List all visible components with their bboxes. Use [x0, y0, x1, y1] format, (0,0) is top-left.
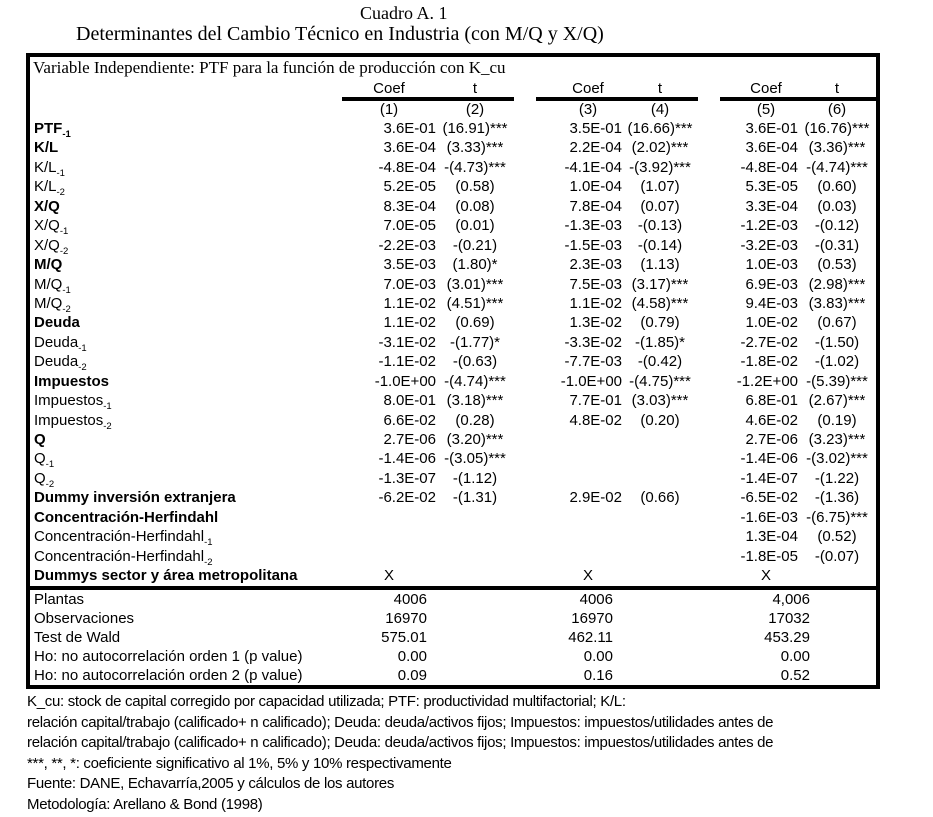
coef-cell: 2.7E-06	[745, 431, 798, 448]
table-row	[30, 352, 876, 374]
coef-cell	[554, 430, 622, 449]
coef-cell: 4.8E-02	[569, 411, 622, 429]
t-cell: -(0.14)	[637, 236, 683, 254]
table-row	[30, 313, 876, 332]
coef-cell: 2.2E-04	[569, 139, 622, 157]
summary-row	[30, 609, 876, 628]
t-cell: -(3.92)***	[629, 158, 691, 176]
coef-cell: 8.3E-04	[383, 197, 436, 215]
coef-cell: 2.7E-06	[383, 431, 436, 448]
row-label: $PTF_{-1}$	[34, 120, 71, 140]
t-cell: (0.07)	[640, 197, 680, 215]
table-row	[30, 508, 876, 527]
row-label: $Q_{-2}$	[34, 469, 55, 490]
row-label: Deuda	[34, 314, 80, 332]
t-cell: (0.60)	[817, 178, 857, 196]
coef-cell: 3.3E-04	[745, 197, 798, 215]
column-number-row	[30, 101, 876, 119]
coef-cell: 3.6E-01	[383, 120, 436, 137]
t-cell: (16.66)***	[627, 120, 693, 137]
t-cell: (2.98)***	[808, 275, 866, 293]
coef-cell: -1.3E-07	[378, 469, 436, 487]
coef-cell: 1.1E-02	[383, 314, 436, 332]
footnote-line: relación capital/trabajo (calificado+ n calificado); Deuda: deuda/activos fijos; Impuestos: impuestos/utilidades antes de	[27, 734, 774, 751]
column-header-row	[30, 78, 876, 97]
column-number: (6)	[827, 101, 847, 118]
t-cell: (0.67)	[817, 314, 857, 332]
row-label: $K/L_{-1}$	[34, 158, 65, 179]
summary-value: 16970	[385, 609, 427, 627]
coef-cell: 1.1E-02	[383, 294, 436, 312]
table-row	[30, 236, 876, 255]
footnote-line: ***, **, *: coeficiente significativo al 1%, 5% y 10% respectivamente	[27, 754, 452, 772]
t-cell: (16.91)***	[442, 120, 508, 137]
coef-cell: 1.0E-02	[745, 314, 798, 332]
t-cell: -(1.36)	[814, 489, 860, 507]
t-cell: -(3.05)***	[444, 450, 506, 468]
t-cell: -(6.75)***	[806, 508, 868, 526]
row-label: $X/Q_{-2}$	[34, 236, 69, 257]
coef-cell: -2.2E-03	[378, 236, 436, 254]
coef-cell: -1.8E-05	[740, 547, 798, 565]
coef-cell: 1.3E-02	[569, 314, 622, 332]
column-number: (4)	[650, 101, 670, 118]
coef-cell: 2.3E-03	[569, 256, 622, 274]
coef-cell: 9.4E-03	[745, 294, 798, 312]
coef-cell: -4.8E-04	[378, 158, 436, 176]
summary-value: 4006	[393, 590, 427, 608]
coef-cell: -1.2E-03	[740, 217, 798, 235]
t-cell: (16.76)***	[804, 120, 870, 137]
paper-subtitle: Determinantes del Cambio Técnico en Industria (con M/Q y X/Q)	[76, 23, 604, 45]
column-header-coef: Coef	[572, 80, 604, 97]
table-row	[30, 449, 876, 471]
row-label: Impuestos$_{-1}$	[34, 392, 112, 413]
t-cell: (0.19)	[817, 411, 857, 429]
t-cell: (1.07)	[640, 178, 680, 196]
table-row	[30, 255, 876, 274]
row-label: Q	[34, 431, 46, 448]
coef-cell: -2.7E-02	[740, 333, 798, 351]
coef-cell: X	[760, 567, 771, 585]
t-cell: (3.23)***	[808, 431, 866, 448]
table-row	[30, 158, 876, 177]
coef-cell: -1.1E-02	[378, 353, 436, 371]
coef-cell: -1.5E-03	[564, 236, 622, 254]
coef-cell: 7.8E-04	[569, 197, 622, 215]
column-header-coef: Coef	[373, 80, 405, 97]
column-number: (3)	[578, 101, 598, 118]
summary-label: Ho: no autocorrelación orden 2 (p value)	[34, 667, 303, 685]
coef-cell: 5.2E-05	[383, 178, 436, 196]
table-row	[30, 527, 876, 549]
summary-value: 0.09	[397, 667, 427, 685]
coef-cell: 6.6E-02	[383, 411, 436, 429]
summary-value: 0.16	[583, 667, 613, 685]
column-number: (1)	[379, 101, 399, 118]
t-cell: -(0.31)	[814, 236, 860, 254]
summary-value: 462.11	[568, 628, 613, 646]
summary-value: 0.00	[583, 648, 613, 666]
coef-cell: 8.0E-01	[383, 392, 436, 410]
t-cell: (3.18)***	[446, 392, 504, 410]
row-label: $K/L_{-2}$	[34, 178, 65, 199]
t-cell: -(0.63)	[452, 353, 498, 371]
t-cell	[436, 508, 514, 527]
coef-cell: -7.7E-03	[564, 353, 622, 371]
table-row	[30, 333, 876, 352]
row-label: $M/Q_{-2}$	[34, 294, 71, 315]
summary-value: 0.52	[780, 667, 810, 685]
table-row	[30, 488, 876, 507]
column-header-coef: Coef	[750, 80, 782, 97]
coef-cell: 4.6E-02	[745, 411, 798, 429]
t-cell	[622, 508, 698, 527]
t-cell: -(4.74)***	[444, 372, 506, 390]
footnote-line: Fuente: DANE, Echavarría,2005 y cálculos de los autores	[27, 775, 395, 792]
t-cell: (3.20)***	[446, 431, 504, 448]
t-cell: -(0.42)	[637, 353, 683, 371]
row-label: X/Q	[34, 197, 60, 215]
t-cell: (1.80)*	[452, 256, 498, 274]
t-cell: (3.17)***	[631, 275, 689, 293]
coef-cell: -3.2E-03	[740, 236, 798, 254]
coef-cell: -3.1E-02	[378, 333, 436, 351]
table-row	[30, 216, 876, 238]
coef-cell: 7.0E-03	[383, 275, 436, 293]
t-cell: (0.53)	[817, 256, 857, 274]
coef-cell: X	[582, 567, 593, 585]
row-label: Dummys sector y área metropolitana	[34, 567, 298, 585]
t-cell: (0.69)	[455, 314, 495, 332]
coef-cell: -1.6E-03	[740, 508, 798, 526]
coef-cell: -1.0E+00	[374, 372, 436, 390]
t-cell: -(0.12)	[814, 217, 860, 235]
coef-cell: -4.8E-04	[740, 158, 798, 176]
coef-cell: -1.2E+00	[736, 372, 798, 390]
table-row	[30, 411, 876, 430]
t-cell	[798, 566, 876, 585]
table-row	[30, 566, 876, 585]
row-label: Deuda$_{-1}$	[34, 333, 87, 354]
coef-cell: 3.6E-01	[745, 120, 798, 137]
summary-label: Test de Wald	[34, 628, 121, 646]
t-cell	[622, 566, 698, 585]
footnote-line: K_cu: stock de capital corregido por capacidad utilizada; PTF: productividad multifactorial; K/L:	[27, 693, 626, 710]
t-cell: (0.20)	[640, 411, 680, 429]
column-header-t: t	[834, 80, 840, 97]
coef-cell: -1.4E-06	[740, 450, 798, 468]
t-cell: -(1.50)	[814, 333, 860, 351]
t-cell: -(0.07)	[814, 547, 860, 565]
coef-cell: -6.2E-02	[378, 489, 436, 507]
t-cell: (1.13)	[640, 256, 680, 274]
t-cell: (3.01)***	[446, 275, 504, 293]
t-cell: -(0.21)	[452, 236, 498, 254]
t-cell: (3.36)***	[808, 139, 866, 157]
summary-label: Plantas	[34, 590, 85, 608]
summary-value: 453.29	[764, 628, 810, 646]
summary-label: Ho: no autocorrelación orden 1 (p value)	[34, 648, 303, 666]
coef-cell: 1.0E-03	[745, 256, 798, 274]
coef-cell: 6.8E-01	[745, 392, 798, 410]
t-cell: -(1.77)*	[449, 333, 501, 351]
summary-value: 4006	[579, 590, 613, 608]
coef-cell: 7.5E-03	[569, 275, 622, 293]
row-label: $M/Q_{-1}$	[34, 275, 71, 296]
row-label: Concentración-Herfindahl	[34, 508, 219, 526]
t-cell: (0.08)	[455, 197, 495, 215]
column-number: (2)	[465, 101, 485, 118]
coef-cell: 3.6E-04	[745, 139, 798, 157]
summary-row	[30, 666, 876, 685]
t-cell: (0.58)	[455, 178, 495, 196]
t-cell: (3.33)***	[446, 139, 504, 157]
t-cell: (0.66)	[640, 489, 680, 507]
t-cell: -(1.02)	[814, 353, 860, 371]
table-row	[30, 391, 876, 413]
t-cell: -(4.75)***	[629, 372, 691, 390]
summary-label: Observaciones	[34, 609, 135, 627]
row-label: $Q_{-1}$	[34, 450, 55, 471]
t-cell: -(0.13)	[637, 217, 683, 235]
t-cell	[622, 430, 698, 449]
t-cell: (3.83)***	[808, 294, 866, 312]
row-label: Impuestos	[34, 372, 110, 390]
summary-value: 0.00	[397, 648, 427, 666]
coef-cell: -1.8E-02	[740, 353, 798, 371]
t-cell: (0.28)	[455, 411, 495, 429]
t-cell: -(4.74)***	[806, 158, 868, 176]
table-row	[30, 138, 876, 157]
coef-cell	[554, 508, 622, 527]
footnote-line: Metodología: Arellano & Bond (1998)	[27, 795, 263, 813]
summary-value: 4,006	[772, 590, 810, 608]
t-cell: (0.79)	[640, 314, 680, 332]
table-row	[30, 177, 876, 199]
summary-value: 0.00	[780, 648, 810, 666]
row-label: Concentración-Herfindahl$_{-1}$	[34, 528, 213, 549]
table-row	[30, 372, 876, 391]
coef-cell: 3.6E-04	[383, 139, 436, 157]
coef-cell: 7.7E-01	[569, 392, 622, 410]
coef-cell: 6.9E-03	[745, 275, 798, 293]
results-table	[26, 53, 880, 689]
summary-row	[30, 647, 876, 666]
table-row	[30, 197, 876, 216]
row-label: Concentración-Herfindahl$_{-2}$	[34, 547, 213, 568]
row-label: Impuestos$_{-2}$	[34, 411, 112, 432]
column-header-t: t	[657, 80, 663, 97]
summary-rows	[30, 590, 876, 686]
coef-cell: -6.5E-02	[740, 489, 798, 507]
coef-cell: 3.5E-01	[569, 120, 622, 137]
coef-cell: -1.3E-03	[564, 217, 622, 235]
coef-cell: 3.5E-03	[383, 256, 436, 274]
t-cell: -(5.39)***	[806, 372, 868, 390]
t-cell: (4.58)***	[631, 294, 689, 312]
t-cell: (2.02)***	[631, 139, 689, 157]
row-label: Dummy inversión extranjera	[34, 489, 236, 507]
coef-cell: -4.1E-04	[564, 158, 622, 176]
coef-cell: 1.1E-02	[569, 294, 622, 312]
summary-value: 16970	[571, 609, 613, 627]
table-row	[30, 275, 876, 294]
table-row	[30, 294, 876, 313]
t-cell: (4.51)***	[446, 294, 504, 312]
coef-cell: 1.0E-04	[569, 178, 622, 196]
column-header-t: t	[472, 80, 478, 97]
coef-cell: -1.4E-07	[740, 469, 798, 487]
data-rows	[30, 119, 876, 586]
coef-cell: -3.3E-02	[564, 333, 622, 351]
coef-cell	[342, 508, 436, 527]
table-row	[30, 469, 876, 488]
t-cell: -(1.85)*	[634, 333, 686, 351]
summary-value: 575.01	[381, 628, 427, 646]
t-cell: -(4.73)***	[444, 158, 506, 176]
t-cell: (2.67)***	[808, 392, 866, 410]
column-number: (5)	[756, 101, 776, 118]
coef-cell: 5.3E-05	[745, 178, 798, 196]
summary-row	[30, 590, 876, 609]
footnote-line: relación capital/trabajo (calificado+ n calificado); Deuda: deuda/activos fijos; Impuestos: impuestos/utilidades antes de	[27, 713, 774, 731]
t-cell: -(1.12)	[452, 469, 498, 487]
coef-cell: -1.0E+00	[560, 372, 622, 390]
t-cell: -(1.22)	[814, 469, 860, 487]
footnotes	[27, 692, 897, 815]
t-cell	[436, 566, 514, 585]
t-cell: (3.03)***	[631, 392, 689, 410]
coef-cell: 1.3E-04	[745, 528, 798, 546]
coef-cell: 7.0E-05	[383, 217, 436, 235]
t-cell: -(1.31)	[452, 489, 498, 507]
t-cell: (0.03)	[817, 197, 857, 215]
paper-title: Cuadro A. 1	[360, 3, 448, 23]
coef-cell: -1.4E-06	[378, 450, 436, 468]
t-cell: (0.52)	[817, 528, 857, 546]
coef-cell: 2.9E-02	[569, 489, 622, 507]
coef-cell: X	[383, 567, 394, 585]
row-label: K/L	[34, 139, 59, 157]
t-cell: (0.01)	[455, 217, 495, 235]
table-caption: Variable Independiente: PTF para la función de producción con K_cu	[33, 58, 506, 77]
summary-row	[30, 628, 876, 647]
row-label: Deuda$_{-2}$	[34, 353, 87, 374]
row-label: M/Q	[34, 256, 63, 274]
summary-value: 17032	[768, 609, 810, 627]
row-label: $X/Q_{-1}$	[34, 217, 69, 238]
table-row	[30, 547, 876, 566]
table-row	[30, 430, 876, 449]
table-row	[30, 119, 876, 138]
t-cell: -(3.02)***	[806, 450, 868, 468]
